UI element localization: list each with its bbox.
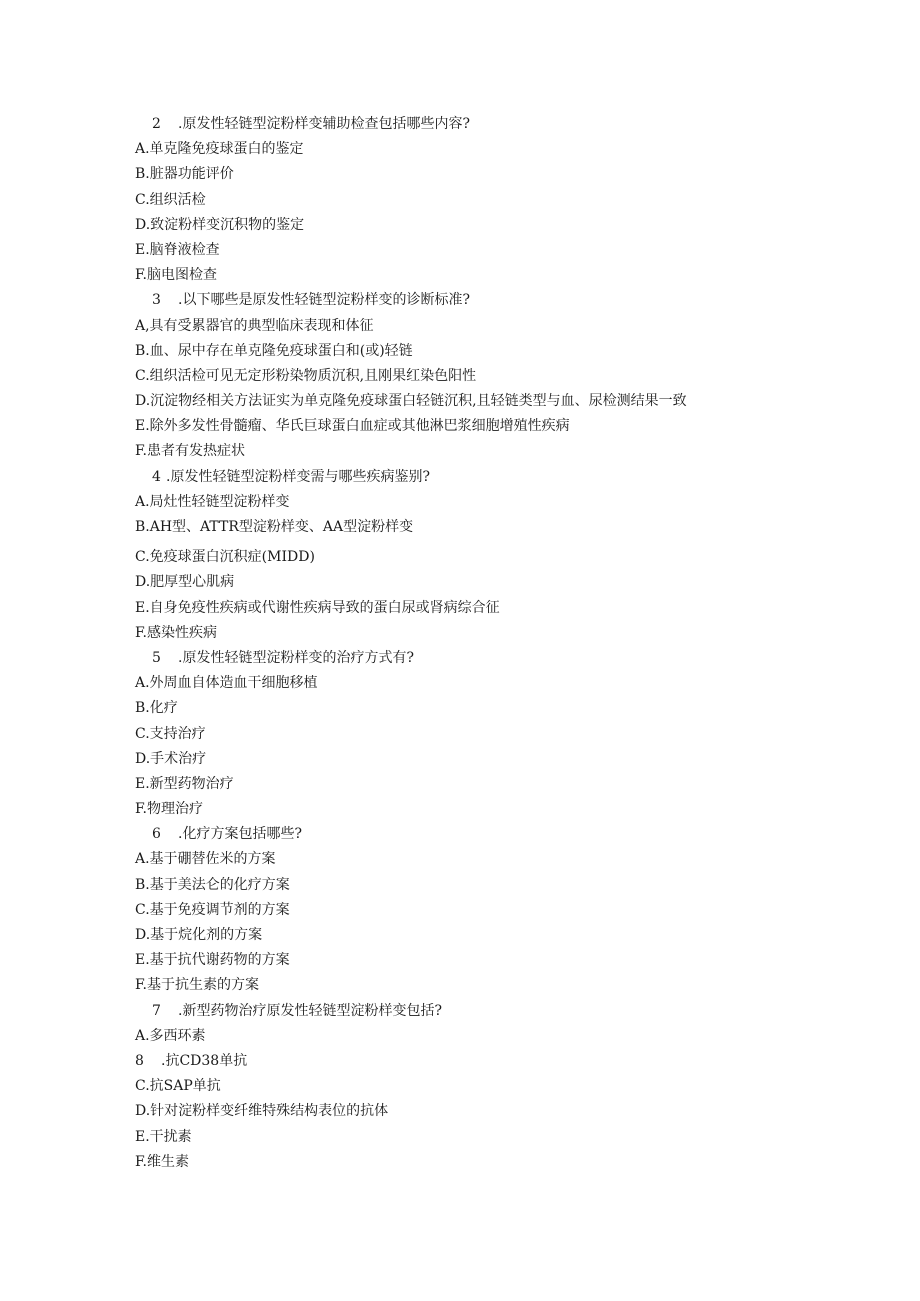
option-c: C.基于免疫调节剂的方案 <box>135 901 290 918</box>
question-3-stem <box>135 288 835 313</box>
option-d: D.肥厚型心肌病 <box>135 574 235 591</box>
option-d: D.针对淀粉样变纤维特殊结构表位的抗体 <box>135 1103 389 1120</box>
option-f: F.感染性疾病 <box>135 624 217 641</box>
option-e: E.干扰素 <box>135 1128 192 1145</box>
option-d: D.致淀粉样变沉积物的鉴定 <box>135 216 305 233</box>
option-f: F.脑电图检查 <box>135 267 217 284</box>
question-2-stem <box>135 112 835 137</box>
option-d: D.基于烷化剂的方案 <box>135 927 263 943</box>
option-c: C.抗SAP单抗 <box>135 1078 221 1095</box>
option-a: A.多西环素 <box>135 1027 206 1044</box>
option-b: B.脏器功能评价 <box>135 166 234 183</box>
question-text: .新型药物治疗原发性轻链型淀粉样变包括? <box>178 1002 442 1019</box>
option-c: C.组织活检可见无定形粉染物质沉积,且刚果红染色阳性 <box>135 367 477 384</box>
option-e: E.新型药物治疗 <box>135 775 234 792</box>
question-number: 7 <box>152 1002 161 1019</box>
question-text: .化疗方案包括哪些? <box>178 826 302 843</box>
option-a: A.外周血自体造血干细胞移植 <box>135 675 318 692</box>
option-b: B.AH型、ATTR型淀粉样变、AA型淀粉样变 <box>135 519 414 535</box>
option-c: C.免疫球蛋白沉积症(MIDD) <box>135 549 315 566</box>
option-b: B.基于美法仑的化疗方案 <box>135 876 290 893</box>
option-f: F.维生素 <box>135 1153 189 1170</box>
question-5-stem <box>135 646 835 671</box>
option-c: C.组织活检 <box>135 191 206 208</box>
option-a: A.局灶性轻链型淀粉样变 <box>135 493 290 510</box>
question-number: 6 <box>152 826 161 843</box>
question-text: .原发性轻链型淀粉样变辅助检查包括哪些内容? <box>178 116 470 132</box>
question-number: 2 <box>152 116 161 132</box>
option-a: A,具有受累器官的典型临床表现和体征 <box>135 317 374 334</box>
question-text: .以下哪些是原发性轻链型淀粉样变的诊断标准? <box>178 292 470 309</box>
misnumbered-option-line <box>135 1049 835 1074</box>
option-f: F.患者有发热症状 <box>135 443 245 460</box>
option-e: E.自身免疫性疾病或代谢性疾病导致的蛋白尿或肾病综合征 <box>135 599 500 616</box>
option-f: F.物理治疗 <box>135 801 203 818</box>
question-text: .原发性轻链型淀粉样变需与哪些疾病鉴别? <box>166 468 430 485</box>
option-d: D.沉淀物经相关方法证实为单克隆免疫球蛋白轻链沉积,且轻链类型与血、尿检测结果一致 <box>135 393 687 410</box>
option-e: E.基于抗代谢药物的方案 <box>135 952 290 969</box>
question-7-stem <box>135 999 835 1024</box>
question-number: 4 <box>152 468 161 485</box>
option-a: A.单克隆免疫球蛋白的鉴定 <box>135 141 304 158</box>
question-number: 8 <box>135 1052 144 1069</box>
option-b: B.血、尿中存在单克隆免疫球蛋白和(或)轻链 <box>135 342 413 359</box>
option-c: C.支持治疗 <box>135 725 206 742</box>
question-list <box>135 112 835 1175</box>
option-a: A.基于硼替佐米的方案 <box>135 851 276 868</box>
option-f: F.基于抗生素的方案 <box>135 977 259 994</box>
question-text: .原发性轻链型淀粉样变的治疗方式有? <box>178 649 414 666</box>
option-e: E.脑脊液检查 <box>135 241 220 258</box>
option-d: D.手术治疗 <box>135 750 207 767</box>
question-4-stem <box>135 465 835 490</box>
question-number: 5 <box>152 649 161 666</box>
option-b: B.化疗 <box>135 700 178 717</box>
option-text: .抗CD38单抗 <box>161 1052 248 1069</box>
option-e: E.除外多发性骨髓瘤、华氏巨球蛋白血症或其他淋巴浆细胞增殖性疾病 <box>135 418 570 435</box>
question-6-stem <box>135 822 835 847</box>
question-number: 3 <box>152 292 161 309</box>
